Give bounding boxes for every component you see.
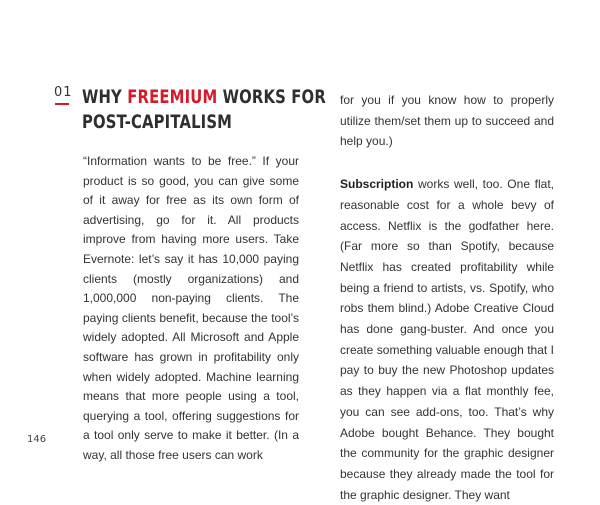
- heading-part-1: WHY: [82, 86, 128, 108]
- subscription-term: Subscription: [340, 177, 414, 192]
- heading-line-1: [82, 85, 326, 110]
- section-heading: [82, 85, 326, 135]
- heading-part-2: WORKS FOR: [217, 86, 326, 108]
- heading-accent-word: FREEMIUM: [127, 86, 218, 108]
- left-column: [83, 152, 299, 466]
- page-number: 146: [27, 434, 47, 445]
- chapter-number-rule: [55, 103, 69, 105]
- left-paragraph: “Information wants to be free.” If your product is so good, you can give some of it away for free as its own form of advertising, go for it. All products improve from having more users. Take Evernote: let’s say it has 10,000 paying clients (mostly organizations) and 1,000,000 non-paying clients. The paying clients benefit, because the tool’s widely adopted. All Microsoft and Apple software has grown in profitability only when widely adopted. Machine learning means that more people using a tool, querying a tool, offering suggestions for a tool only serve to make it better. (In a way, all those free users can work: [83, 154, 299, 462]
- right-continuation-paragraph: for you if you know how to properly utilize them/set them up to succeed and help you.): [340, 93, 554, 149]
- chapter-number: 01: [54, 85, 73, 100]
- heading-line-2: POST-CAPITALISM: [82, 111, 233, 133]
- subscription-paragraph: [340, 174, 554, 505]
- right-column: [340, 90, 554, 505]
- subscription-text: works well, too. One flat, reasonable cost for a whole bevy of access. Netflix is the godfather here. (Far more so than Spotify, because Netflix has created profitability while being a friend to artists, vs. Spotify, who robs them blind.) Adobe Creative Cloud has done gang-buster. And once you create something valuable enough that I pay to buy the new Photoshop updates as they happen via a flat monthly fee, you can see add-ons, too. That’s why Adobe bought Behance. They bought the community for the graphic designer because they already made the tool for the graphic designer. They want: [340, 177, 554, 502]
